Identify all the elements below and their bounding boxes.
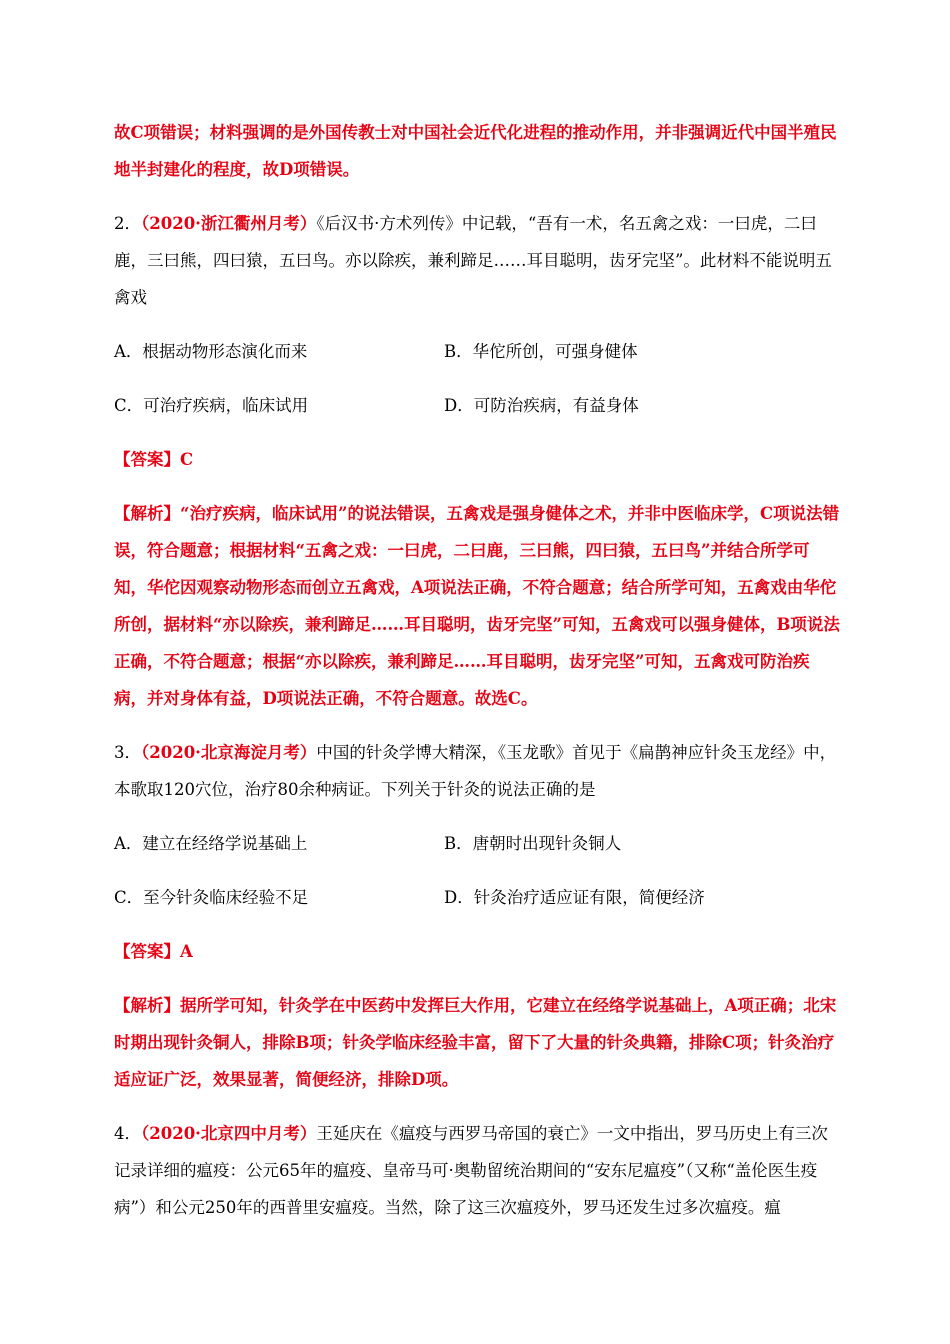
option-d: D．针灸治疗适应证有限，简便经济 <box>444 888 705 907</box>
analysis-label: 【解析】 <box>114 504 180 523</box>
question-text: 《后汉书·方术列传》中记载，“吾有一术，名五禽之戏：一曰虎，二曰鹿，三曰熊，四曰猿，五曰鸟。亦以除疾，兼利蹄足……耳目聪明，齿牙完坚”。此材料不能说明五禽戏 <box>114 214 832 307</box>
answer-value: C <box>180 450 194 469</box>
question-2 <box>114 205 840 316</box>
option-d: D．可防治疾病，有益身体 <box>444 396 639 415</box>
question-stem <box>114 734 840 808</box>
question-stem <box>114 205 840 316</box>
options-row <box>114 333 840 370</box>
option-c: C．可治疗疾病，临床试用 <box>114 396 309 415</box>
question-4 <box>114 1115 840 1226</box>
question-number: 3． <box>114 743 141 762</box>
question-text: 王延庆在《瘟疫与西罗马帝国的衰亡》一文中指出，罗马历史上有三次记录详细的瘟疫：公元65年的瘟疫、皇帝马可·奥勒留统治期间的“安东尼瘟疫”（又称“盖伦医生疫病”）和公元250年的西普里安瘟疫。当然，除了这三次瘟疫外，罗马还发生过多次瘟疫。瘟 <box>114 1124 828 1217</box>
question-number: 4． <box>114 1124 141 1143</box>
options-row <box>114 825 840 862</box>
analysis-text: “治疗疾病，临床试用”的说法错误，五禽戏是强身健体之术，并非中医临床学，C项说法错误，符合题意；根据材料“五禽之戏：一曰虎，二曰鹿，三曰熊，四曰猿，五曰鸟”并结合所学可知，华佗因观察动物形态而创立五禽戏，A项说法正确，不符合题意；结合所学可知，五禽戏由华佗所创，据材料“亦以除疾，兼利蹄足……耳目聪明，齿牙完坚”可知，五禽戏可以强身健体，B项说法正确，不符合题意；根据“亦以除疾，兼利蹄足……耳目聪明，齿牙完坚”可知，五禽戏可防治疾病，并对身体有益，D项说法正确，不符合题意。故选C。 <box>114 504 840 708</box>
question-3 <box>114 734 840 808</box>
answer-line <box>114 933 840 970</box>
option-c: C．至今针灸临床经验不足 <box>114 888 309 907</box>
option-a: A．根据动物形态演化而来 <box>114 342 308 361</box>
options-row <box>114 879 840 916</box>
question-text: 中国的针灸学博大精深，《玉龙歌》首见于《扁鹊神应针灸玉龙经》中，本歌取120穴位，治疗80余种病证。下列关于针灸的说法正确的是 <box>114 743 837 799</box>
analysis-text: 据所学可知，针灸学在中医药中发挥巨大作用，它建立在经络学说基础上，A项正确；北宋时期出现针灸铜人，排除B项；针灸学临床经验丰富，留下了大量的针灸典籍，排除C项；针灸治疗适应证广泛，效果显著，简便经济，排除D项。 <box>114 996 837 1089</box>
question-source: （2020·北京四中月考） <box>141 1124 317 1143</box>
analysis-label: 【解析】 <box>114 996 180 1015</box>
question-source: （2020·浙江衢州月考） <box>141 214 317 233</box>
answer-label: 【答案】 <box>114 450 180 469</box>
question-number: 2． <box>114 214 141 233</box>
document-page <box>114 114 840 1226</box>
option-b: B．唐朝时出现针灸铜人 <box>444 834 622 853</box>
answer-value: A <box>180 942 193 961</box>
option-a: A．建立在经络学说基础上 <box>114 834 308 853</box>
options-row <box>114 387 840 424</box>
question-stem <box>114 1115 840 1226</box>
analysis <box>114 495 840 717</box>
answer-label: 【答案】 <box>114 942 180 961</box>
answer-line <box>114 441 840 478</box>
option-b: B．华佗所创，可强身健体 <box>444 342 638 361</box>
previous-explanation: 故C项错误；材料强调的是外国传教士对中国社会近代化进程的推动作用，并非强调近代中国半殖民地半封建化的程度，故D项错误。 <box>114 123 837 179</box>
analysis <box>114 987 840 1098</box>
question-source: （2020·北京海淀月考） <box>141 743 317 762</box>
